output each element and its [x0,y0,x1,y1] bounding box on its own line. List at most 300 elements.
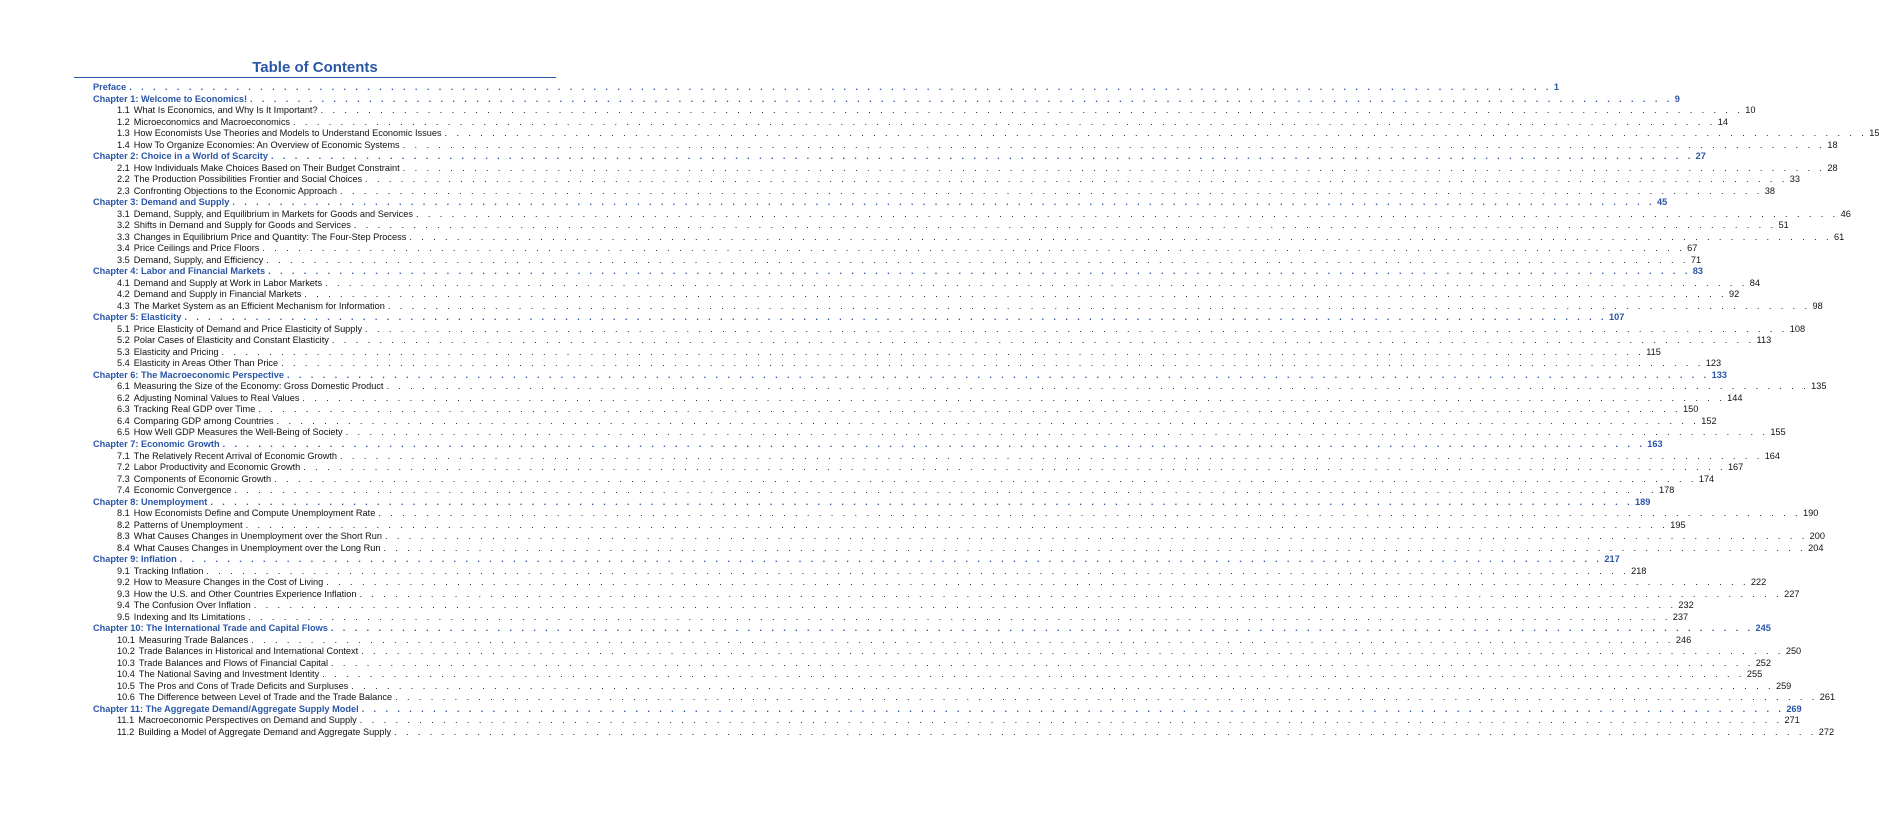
toc-entry-label: Elasticity in Areas Other Than Price [133,358,279,369]
toc-entry-label: Chapter 5: Elasticity [93,312,182,323]
toc-section-row[interactable] [93,231,1845,244]
toc-page-number: 255 [1746,669,1763,680]
dot-leader: . . . . . . . . . . . . . . . . . . . . . . . . . . . . . . . . . . . . . . . . . . . . . . . . . . . . . . . . . . . . . . . . . . . . . . . . . . . . . . . . . . . . . . . . . . . . . . . . . . . . . . . . . . . . . . . . . . . . . . . . [248,611,1671,622]
toc-section-row[interactable] [93,531,1825,543]
toc-section-number: 7.3 [117,473,130,484]
toc-chapter-row[interactable] [93,438,1663,451]
toc-section-number: 1.3 [117,128,130,139]
dot-leader: . . . . . . . . . . . . . . . . . . . . . . . . . . . . . . . . . . . . . . . . . . . . . . . . . . . . . . . . . . . . . . . . . . . . . . . . . . . . . . . . . . . . . . . . . . . . . . . . . . . . . . . . . . . . . . . . . . . . . . . . [326,577,1749,588]
toc-page-number: 107 [1609,312,1625,323]
toc-page-number: 217 [1604,554,1620,565]
toc-entry-title [93,266,268,278]
toc-page-number: 150 [1682,404,1699,415]
toc-entry-title [117,543,383,555]
toc-section-number: 10.4 [117,669,135,680]
toc-page-number: 84 [1749,277,1760,288]
toc-entry-label: The Confusion Over Inflation [133,600,251,611]
toc-section-number: 4.3 [117,300,130,311]
toc-section-row[interactable] [93,358,1722,370]
toc-entry-title [117,358,281,370]
dot-leader: . . . . . . . . . . . . . . . . . . . . . . . . . . . . . . . . . . . . . . . . . . . . . . . . . . . . . . . . . . . . . . . . . . . . . . . . . . . . . . . . . . . . . . . . . . . . . . . . . . . . . . . . . . . . . . . . . . . . . . . . [266,254,1689,265]
toc-entry-title [117,531,385,543]
toc-page-number: 272 [1818,726,1835,737]
toc-entry-label: Building a Model of Aggregate Demand and Aggregate Supply [138,726,392,737]
toc-section-row[interactable] [93,116,1728,129]
toc-entry-title [117,520,246,532]
toc-section-number: 5.4 [117,358,130,369]
toc-chapter-row[interactable] [93,369,1727,382]
toc-section-number: 8.1 [117,508,130,519]
toc-page-number: 200 [1809,531,1825,542]
toc-section-number: 2.2 [117,174,130,185]
toc-entry-label: Chapter 10: The International Trade and Capital Flows [93,623,328,634]
toc-entry-label: The Relatively Recent Arrival of Economic Growth [133,450,338,461]
toc-entry-title [93,439,223,451]
dot-leader: . . . . . . . . . . . . . . . . . . . . . . . . . . . . . . . . . . . . . . . . . . . . . . . . . . . . . . . . . . . . . . . . . . . . . . . . . . . . . . . . . . . . . . . . . . . . . . . . . . . . . . . . . . . . . . . . . . . . . . . . [184,312,1608,323]
toc-section-row[interactable] [93,208,1851,221]
dot-leader: . . . . . . . . . . . . . . . . . . . . . . . . . . . . . . . . . . . . . . . . . . . . . . . . . . . . . . . . . . . . . . . . . . . . . . . . . . . . . . . . . . . . . . . . . . . . . . . . . . . . . . . . . . . . . . . . . . . . . . . . [331,335,1755,346]
toc-page-number: 174 [1698,473,1715,484]
dot-leader: . . . . . . . . . . . . . . . . . . . . . . . . . . . . . . . . . . . . . . . . . . . . . . . . . . . . . . . . . . . . . . . . . . . . . . . . . . . . . . . . . . . . . . . . . . . . . . . . . . . . . . . . . . . . . . . . . . . . . . . . [322,669,1745,680]
toc-page-number: 1 [1553,82,1559,92]
dot-leader: . . . . . . . . . . . . . . . . . . . . . . . . . . . . . . . . . . . . . . . . . . . . . . . . . . . . . . . . . . . . . . . . . . . . . . . . . . . . . . . . . . . . . . . . . . . . . . . . . . . . . . . . . . . . . . . . . . . . . . . . [353,220,1777,231]
toc-entry-label: Chapter 8: Unemployment [93,496,208,507]
toc-entry-label: How To Organize Economies: An Overview of Economic Systems [133,139,400,150]
toc-section-number: 3.1 [117,208,130,219]
dot-leader: . . . . . . . . . . . . . . . . . . . . . . . . . . . . . . . . . . . . . . . . . . . . . . . . . . . . . . . . . . . . . . . . . . . . . . . . . . . . . . . . . . . . . . . . . . . . . . . . . . . . . . . . . . . . . . . . . . . . . . . . [268,266,1691,277]
dot-leader: . . . . . . . . . . . . . . . . . . . . . . . . . . . . . . . . . . . . . . . . . . . . . . . . . . . . . . . . . . . . . . . . . . . . . . . . . . . . . . . . . . . . . . . . . . . . . . . . . . . . . . . . . . . . . . . . . . . . . . . . [351,680,1774,691]
toc-entry-title [117,416,277,428]
toc-section-row[interactable] [93,485,1675,497]
toc-entry-label: The National Saving and Investment Identity [138,669,320,680]
toc-entry-label: Chapter 3: Demand and Supply [93,197,230,208]
toc-section-row[interactable] [93,726,1835,739]
toc-section-row[interactable] [93,254,1702,267]
toc-entry-label: Demand, Supply, and Efficiency [133,254,264,265]
dot-leader: . . . . . . . . . . . . . . . . . . . . . . . . . . . . . . . . . . . . . . . . . . . . . . . . . . . . . . . . . . . . . . . . . . . . . . . . . . . . . . . . . . . . . . . . . . . . . . . . . . . . . . . . . . . . . . . . . . . . . . . . [383,542,1807,553]
toc-entry-title [117,347,222,359]
toc-section-number: 7.1 [117,450,130,461]
dot-leader: . . . . . . . . . . . . . . . . . . . . . . . . . . . . . . . . . . . . . . . . . . . . . . . . . . . . . . . . . . . . . . . . . . . . . . . . . . . . . . . . . . . . . . . . . . . . . . . . . . . . . . . . . . . . . . . . . . . . . . . . [387,300,1811,311]
toc-chapter-row[interactable] [93,703,1802,716]
toc-section-number: 10.5 [117,680,135,691]
toc-entry-label: The Production Possibilities Frontier and Social Choices [133,174,363,185]
toc-section-number: 4.1 [117,277,130,288]
toc-section-row[interactable] [93,346,1661,359]
dot-leader: . . . . . . . . . . . . . . . . . . . . . . . . . . . . . . . . . . . . . . . . . . . . . . . . . . . . . . . . . . . . . . . . . . . . . . . . . . . . . . . . . . . . . . . . . . . . . . . . . . . . . . . . . . . . . . . . . . . . . . . . [270,151,1694,162]
toc-section-number: 9.4 [117,600,130,611]
toc-section-row[interactable] [93,277,1760,290]
toc-section-number: 10.3 [117,657,135,668]
toc-section-row[interactable] [93,300,1823,313]
toc-section-number: 10.1 [117,634,135,645]
dot-leader: . . . . . . . . . . . . . . . . . . . . . . . . . . . . . . . . . . . . . . . . . . . . . . . . . . . . . . . . . . . . . . . . . . . . . . . . . . . . . . . . . . . . . . . . . . . . . . . . . . . . . . . . . . . . . . . . . . . . . . . . [444,128,1868,139]
toc-entry-label: Comparing GDP among Countries [133,415,274,426]
toc-section-row[interactable] [93,404,1699,416]
dot-leader: . . . . . . . . . . . . . . . . . . . . . . . . . . . . . . . . . . . . . . . . . . . . . . . . . . . . . . . . . . . . . . . . . . . . . . . . . . . . . . . . . . . . . . . . . . . . . . . . . . . . . . . . . . . . . . . . . . . . . . . . [359,715,1783,726]
toc-section-number: 8.4 [117,542,130,553]
toc-section-number: 6.4 [117,415,130,426]
toc-entry-label: Demand and Supply in Financial Markets [133,289,302,300]
toc-entry-label: Chapter 9: Inflation [93,554,177,565]
toc-entry-label: How to Measure Changes in the Cost of Living [133,577,324,588]
toc-section-row[interactable] [93,162,1838,175]
toc-section-row[interactable] [93,381,1827,393]
toc-section-row[interactable] [93,600,1694,612]
dot-leader: . . . . . . . . . . . . . . . . . . . . . . . . . . . . . . . . . . . . . . . . . . . . . . . . . . . . . . . . . . . . . . . . . . . . . . . . . . . . . . . . . . . . . . . . . . . . . . . . . . . . . . . . . . . . . . . . . . . . . . . . [378,508,1801,519]
toc-section-number: 1.1 [117,105,130,116]
toc-entry-title [93,312,184,324]
toc-section-number: 5.2 [117,335,130,346]
toc-entry-title [117,462,303,474]
toc-entry-label: Trade Balances and Flows of Financial Capital [138,657,329,668]
toc-chapter-row[interactable] [93,496,1651,509]
toc-entry-title [117,186,340,198]
toc-page-number: 61 [1833,231,1845,242]
dot-leader: . . . . . . . . . . . . . . . . . . . . . . . . . . . . . . . . . . . . . . . . . . . . . . . . . . . . . . . . . . . . . . . . . . . . . . . . . . . . . . . . . . . . . . . . . . . . . . . . . . . . . . . . . . . . . . . . . . . . . . . . [179,554,1603,565]
toc-entry-label: Shifts in Demand and Supply for Goods and Services [133,220,351,231]
toc-section-row[interactable] [93,692,1836,704]
toc-entry-title [117,577,326,589]
toc-entry-title [117,301,388,313]
toc-page-number: 135 [1811,381,1827,392]
toc-section-number: 2.3 [117,185,130,196]
toc-section-row[interactable] [93,450,1781,463]
dot-leader: . . . . . . . . . . . . . . . . . . . . . . . . . . . . . . . . . . . . . . . . . . . . . . . . . . . . . . . . . . . . . . . . . . . . . . . . . . . . . . . . . . . . . . . . . . . . . . . . . . . . . . . . . . . . . . . . . . . . . . . . [325,277,1748,288]
toc-page-number: 232 [1678,600,1694,611]
toc-section-row[interactable] [93,680,1792,693]
dot-leader: . . . . . . . . . . . . . . . . . . . . . . . . . . . . . . . . . . . . . . . . . . . . . . . . . . . . . . . . . . . . . . . . . . . . . . . . . . . . . . . . . . . . . . . . . . . . . . . . . . . . . . . . . . . . . . . . . . . . . . . . [384,531,1808,542]
toc-entry-label: Macroeconomic Perspectives on Demand and Supply [138,715,357,726]
toc-entry-label: How Individuals Make Choices Based on Their Budget Constraint [133,162,400,173]
toc-section-number: 6.2 [117,392,130,403]
toc-entry-title [117,232,409,244]
toc-entry-label: Measuring Trade Balances [138,634,249,645]
toc-page-number: 252 [1755,657,1772,668]
toc-section-row[interactable] [93,715,1800,727]
toc-page-number: 33 [1789,174,1800,185]
toc-section-row[interactable] [93,508,1819,520]
toc-section-number: 3.2 [117,220,130,231]
dot-leader: . . . . . . . . . . . . . . . . . . . . . . . . . . . . . . . . . . . . . . . . . . . . . . . . . . . . . . . . . . . . . . . . . . . . . . . . . . . . . . . . . . . . . . . . . . . . . . . . . . . . . . . . . . . . . . . . . . . . . . . . [340,185,1763,196]
toc-entry-title [93,94,250,106]
dot-leader: . . . . . . . . . . . . . . . . . . . . . . . . . . . . . . . . . . . . . . . . . . . . . . . . . . . . . . . . . . . . . . . . . . . . . . . . . . . . . . . . . . . . . . . . . . . . . . . . . . . . . . . . . . . . . . . . . . . . . . . . [395,692,1818,703]
dot-leader: . . . . . . . . . . . . . . . . . . . . . . . . . . . . . . . . . . . . . . . . . . . . . . . . . . . . . . . . . . . . . . . . . . . . . . . . . . . . . . . . . . . . . . . . . . . . . . . . . . . . . . . . . . . . . . . . . . . . . . . . [365,174,1788,185]
toc-entry-label: What Causes Changes in Unemployment over the Short Run [133,531,382,542]
toc-entry-title [117,255,266,267]
toc-entry-title [93,197,232,209]
toc-page-number: 15 [1869,128,1879,139]
toc-entry-label: Economic Convergence [133,485,232,496]
toc-page-number: 38 [1764,185,1775,196]
toc-section-number: 11.1 [117,715,135,726]
toc-page-number: 218 [1631,565,1647,576]
toc-page-number: 108 [1789,323,1806,334]
toc-section-number: 3.4 [117,243,130,254]
toc-section-row[interactable] [93,611,1689,624]
toc-entry-label: Price Ceilings and Price Floors [133,243,260,254]
toc-page-number: 45 [1656,197,1668,208]
toc-entry-title [117,635,251,647]
toc-section-number: 8.3 [117,531,130,542]
dot-leader: . . . . . . . . . . . . . . . . . . . . . . . . . . . . . . . . . . . . . . . . . . . . . . . . . . . . . . . . . . . . . . . . . . . . . . . . . . . . . . . . . . . . . . . . . . . . . . . . . . . . . . . . . . . . . . . . . . . . . . . . [365,323,1788,334]
toc-chapter-row[interactable] [93,266,1703,278]
toc-section-row[interactable] [93,646,1802,658]
toc-entry-title [93,370,287,382]
toc-section-row[interactable] [93,335,1772,347]
toc-entry-title [117,128,445,140]
toc-page-number: 189 [1635,496,1651,507]
toc-page-number: 259 [1775,680,1792,691]
toc-entry-title [117,209,416,221]
toc-entry-label: Elasticity and Pricing [133,346,219,357]
dot-leader: . . . . . . . . . . . . . . . . . . . . . . . . . . . . . . . . . . . . . . . . . . . . . . . . . . . . . . . . . . . . . . . . . . . . . . . . . . . . . . . . . . . . . . . . . . . . . . . . . . . . . . . . . . . . . . . . . . . . . . . . [330,623,1754,634]
toc-entry-label: Indexing and Its Limitations [133,611,246,622]
toc-entry-label: Microeconomics and Macroeconomics [133,116,291,127]
toc-page-number: 27 [1695,151,1706,162]
toc-entry-title [117,381,386,393]
toc-entry-label: Confronting Objections to the Economic Approach [133,185,338,196]
toc-page-number: 237 [1672,611,1689,622]
toc-page-number: 222 [1750,577,1767,588]
toc-entry-title [117,589,359,601]
toc-entry-label: Trade Balances in Historical and International Context [138,646,359,657]
toc-page-number: 71 [1690,254,1702,265]
toc-section-number: 1.2 [117,116,130,127]
toc-page-number: 269 [1786,703,1802,714]
toc-section-row[interactable] [93,139,1838,152]
dot-leader: . . . . . . . . . . . . . . . . . . . . . . . . . . . . . . . . . . . . . . . . . . . . . . . . . . . . . . . . . . . . . . . . . . . . . . . . . . . . . . . . . . . . . . . . . . . . . . . . . . . . . . . . . . . . . . . . . . . . . . . . [245,519,1669,530]
toc-chapter-row[interactable] [93,93,1680,106]
toc-page-number: 115 [1646,346,1661,357]
toc-entry-title [117,508,378,520]
toc-section-row[interactable] [93,243,1698,255]
toc-entry-title [117,427,346,439]
toc-section-number: 9.3 [117,588,130,599]
toc-entry-label: Changes in Equilibrium Price and Quantity: The Four-Step Process [133,231,407,242]
toc-entry-label: How the U.S. and Other Countries Experience Inflation [133,588,357,599]
toc-section-row[interactable] [93,105,1756,117]
toc-section-row[interactable] [93,427,1786,439]
toc-page-number: 271 [1784,715,1800,726]
toc-page-number: 14 [1717,116,1728,127]
dot-leader: . . . . . . . . . . . . . . . . . . . . . . . . . . . . . . . . . . . . . . . . . . . . . . . . . . . . . . . . . . . . . . . . . . . . . . . . . . . . . . . . . . . . . . . . . . . . . . . . . . . . . . . . . . . . . . . . . . . . . . . . [402,139,1826,150]
toc-page-number: 10 [1745,105,1756,116]
toc-entry-label: Chapter 1: Welcome to Economics! [93,93,248,104]
toc-entry-label: The Pros and Cons of Trade Deficits and Surpluses [138,680,349,691]
toc-section-number: 6.1 [117,381,130,392]
toc-entry-label: What Causes Changes in Unemployment over the Long Run [133,542,381,553]
toc-section-row[interactable] [93,657,1772,670]
dot-leader: . . . . . . . . . . . . . . . . . . . . . . . . . . . . . . . . . . . . . . . . . . . . . . . . . . . . . . . . . . . . . . . . . . . . . . . . . . . . . . . . . . . . . . . . . . . . . . . . . . . . . . . . . . . . . . . . . . . . . . . . [303,462,1726,473]
dot-leader: . . . . . . . . . . . . . . . . . . . . . . . . . . . . . . . . . . . . . . . . . . . . . . . . . . . . . . . . . . . . . . . . . . . . . . . . . . . . . . . . . . . . . . . . . . . . . . . . . . . . . . . . . . . . . . . . . . . . . . . . [258,404,1681,415]
toc-entry-title [117,105,321,117]
toc-entry-label: Patterns of Unemployment [133,519,243,530]
dot-leader: . . . . . . . . . . . . . . . . . . . . . . . . . . . . . . . . . . . . . . . . . . . . . . . . . . . . . . . . . . . . . . . . . . . . . . . . . . . . . . . . . . . . . . . . . . . . . . . . . . . . . . . . . . . . . . . . . . . . . . . . [340,450,1763,461]
toc-chapter-row[interactable] [93,312,1625,324]
toc-section-row[interactable] [93,519,1686,532]
toc-page-number: 98 [1812,300,1823,311]
toc-entry-label: Chapter 4: Labor and Financial Markets [93,266,266,277]
toc-entry-title [93,497,210,509]
toc-entry-title [117,289,304,301]
toc-entry-title [117,612,248,624]
toc-entry-title [117,474,274,486]
toc-section-number: 9.5 [117,611,130,622]
toc-entry-label: Adjusting Nominal Values to Real Values [133,392,300,403]
dot-leader: . . . . . . . . . . . . . . . . . . . . . . . . . . . . . . . . . . . . . . . . . . . . . . . . . . . . . . . . . . . . . . . . . . . . . . . . . . . . . . . . . . . . . . . . . . . . . . . . . . . . . . . . . . . . . . . . . . . . . . . . [320,105,1744,116]
toc-entry-label: Measuring the Size of the Economy: Gross Domestic Product [133,381,384,392]
toc-entry-title [117,485,234,497]
toc-section-row[interactable] [93,473,1715,486]
toc-entry-title [117,174,365,186]
toc-page-number: 167 [1727,462,1744,473]
toc-page-number: 195 [1670,519,1686,530]
toc-section-number: 6.5 [117,427,130,438]
toc-entry-title [117,658,331,670]
toc-section-row[interactable] [93,185,1775,198]
dot-leader: . . . . . . . . . . . . . . . . . . . . . . . . . . . . . . . . . . . . . . . . . . . . . . . . . . . . . . . . . . . . . . . . . . . . . . . . . . . . . . . . . . . . . . . . . . . . . . . . . . . . . . . . . . . . . . . . . . . . . . . . [250,93,1673,104]
toc-entry-label: Demand and Supply at Work in Labor Markets [133,277,323,288]
dot-leader: . . . . . . . . . . . . . . . . . . . . . . . . . . . . . . . . . . . . . . . . . . . . . . . . . . . . . . . . . . . . . . . . . . . . . . . . . . . . . . . . . . . . . . . . . . . . . . . . . . . . . . . . . . . . . . . . . . . . . . . . [415,208,1839,219]
toc-section-row[interactable] [93,415,1717,428]
toc-entry-label: Chapter 7: Economic Growth [93,438,220,449]
toc-entry-title [117,681,351,693]
toc-page-number: 83 [1692,266,1703,277]
toc-entry-title [117,335,332,347]
toc-entry-title [117,117,293,129]
table-of-contents [93,82,1879,738]
toc-page-number: 261 [1819,692,1836,703]
toc-section-row[interactable] [93,588,1800,601]
toc-section-row[interactable] [93,220,1789,232]
toc-section-number: 7.2 [117,462,130,473]
toc-section-number: 9.1 [117,565,130,576]
toc-entry-title [117,220,354,232]
toc-entry-label: Components of Economic Growth [133,473,272,484]
toc-section-number: 6.3 [117,404,130,415]
toc-page-number: 113 [1756,335,1772,346]
page-title: Table of Contents [252,59,378,76]
toc-page-number: 190 [1803,508,1819,519]
dot-leader: . . . . . . . . . . . . . . . . . . . . . . . . . . . . . . . . . . . . . . . . . . . . . . . . . . . . . . . . . . . . . . . . . . . . . . . . . . . . . . . . . . . . . . . . . . . . . . . . . . . . . . . . . . . . . . . . . . . . . . . . [276,415,1700,426]
toc-entry-label: Price Elasticity of Demand and Price Elasticity of Supply [133,323,363,334]
toc-entry-title [117,140,403,152]
toc-section-row[interactable] [93,289,1740,301]
toc-chapter-row[interactable] [93,554,1620,566]
dot-leader: . . . . . . . . . . . . . . . . . . . . . . . . . . . . . . . . . . . . . . . . . . . . . . . . . . . . . . . . . . . . . . . . . . . . . . . . . . . . . . . . . . . . . . . . . . . . . . . . . . . . . . . . . . . . . . . . . . . . . . . . [251,634,1674,645]
toc-page-number: 46 [1840,208,1851,219]
toc-section-row[interactable] [93,128,1879,140]
toc-entry-label: Chapter 6: The Macroeconomic Perspective [93,369,284,380]
toc-section-number: 2.1 [117,162,130,173]
toc-section-number: 4.2 [117,289,130,300]
toc-entry-title [117,243,262,255]
toc-section-row[interactable] [93,565,1647,578]
toc-page-number: 250 [1785,646,1802,657]
toc-page-number: 51 [1778,220,1789,231]
toc-entry-title [117,692,395,704]
dot-leader: . . . . . . . . . . . . . . . . . . . . . . . . . . . . . . . . . . . . . . . . . . . . . . . . . . . . . . . . . . . . . . . . . . . . . . . . . . . . . . . . . . . . . . . . . . . . . . . . . . . . . . . . . . . . . . . . . . . . . . . . [386,381,1810,392]
toc-entry-title [93,623,331,635]
toc-section-number: 5.3 [117,346,130,357]
toc-entry-title [93,554,180,566]
toc-section-row[interactable] [93,462,1744,474]
toc-section-number: 5.1 [117,323,130,334]
toc-entry-label: Chapter 2: Choice in a World of Scarcity [93,151,268,162]
dot-leader: . . . . . . . . . . . . . . . . . . . . . . . . . . . . . . . . . . . . . . . . . . . . . . . . . . . . . . . . . . . . . . . . . . . . . . . . . . . . . . . . . . . . . . . . . . . . . . . . . . . . . . . . . . . . . . . . . . . . . . . . [222,438,1646,449]
dot-leader: . . . . . . . . . . . . . . . . . . . . . . . . . . . . . . . . . . . . . . . . . . . . . . . . . . . . . . . . . . . . . . . . . . . . . . . . . . . . . . . . . . . . . . . . . . . . . . . . . . . . . . . . . . . . . . . . . . . . . . . . [361,646,1784,657]
toc-entry-title [117,669,322,681]
toc-section-number: 8.2 [117,519,130,530]
toc-entry-title [117,393,302,405]
toc-entry-label: How Economists Use Theories and Models to Understand Economic Issues [133,128,442,139]
toc-page-number: 67 [1687,243,1698,254]
toc-entry-title [117,404,258,416]
toc-page-number: 28 [1827,162,1838,173]
dot-leader: . . . . . . . . . . . . . . . . . . . . . . . . . . . . . . . . . . . . . . . . . . . . . . . . . . . . . . . . . . . . . . . . . . . . . . . . . . . . . . . . . . . . . . . . . . . . . . . . . . . . . . . . . . . . . . . . . . . . . . . . [274,473,1697,484]
toc-section-row[interactable] [93,669,1763,681]
dot-leader: . . . . . . . . . . . . . . . . . . . . . . . . . . . . . . . . . . . . . . . . . . . . . . . . . . . . . . . . . . . . . . . . . . . . . . . . . . . . . . . . . . . . . . . . . . . . . . . . . . . . . . . . . . . . . . . . . . . . . . . . [331,657,1754,668]
toc-page-number: 178 [1659,485,1675,496]
toc-chapter-row[interactable] [93,151,1706,163]
toc-page-number: 245 [1755,623,1771,634]
toc-chapter-row[interactable] [93,197,1668,209]
toc-section-row[interactable] [93,392,1743,405]
toc-entry-label: The Difference between Level of Trade and the Trade Balance [138,692,393,703]
dot-leader: . . . . . . . . . . . . . . . . . . . . . . . . . . . . . . . . . . . . . . . . . . . . . . . . . . . . . . . . . . . . . . . . . . . . . . . . . . . . . . . . . . . . . . . . . . . . . . . . . . . . . . . . . . . . . . . . . . . . . . . . [129,82,1552,92]
toc-entry-title [93,82,129,94]
toc-page-number: 163 [1647,438,1663,449]
toc-entry-label: The Market System as an Efficient Mechanism for Information [133,300,385,311]
toc-entry-label: How Well GDP Measures the Well-Being of Society [133,427,343,438]
toc-section-row[interactable] [93,542,1824,555]
toc-section-number: 3.5 [117,254,130,265]
dot-leader: . . . . . . . . . . . . . . . . . . . . . . . . . . . . . . . . . . . . . . . . . . . . . . . . . . . . . . . . . . . . . . . . . . . . . . . . . . . . . . . . . . . . . . . . . . . . . . . . . . . . . . . . . . . . . . . . . . . . . . . . [281,358,1704,369]
toc-section-row[interactable] [93,577,1767,589]
dot-leader: . . . . . . . . . . . . . . . . . . . . . . . . . . . . . . . . . . . . . . . . . . . . . . . . . . . . . . . . . . . . . . . . . . . . . . . . . . . . . . . . . . . . . . . . . . . . . . . . . . . . . . . . . . . . . . . . . . . . . . . . [286,369,1710,380]
dot-leader: . . . . . . . . . . . . . . . . . . . . . . . . . . . . . . . . . . . . . . . . . . . . . . . . . . . . . . . . . . . . . . . . . . . . . . . . . . . . . . . . . . . . . . . . . . . . . . . . . . . . . . . . . . . . . . . . . . . . . . . . [210,496,1634,507]
dot-leader: . . . . . . . . . . . . . . . . . . . . . . . . . . . . . . . . . . . . . . . . . . . . . . . . . . . . . . . . . . . . . . . . . . . . . . . . . . . . . . . . . . . . . . . . . . . . . . . . . . . . . . . . . . . . . . . . . . . . . . . . [234,485,1657,496]
dot-leader: . . . . . . . . . . . . . . . . . . . . . . . . . . . . . . . . . . . . . . . . . . . . . . . . . . . . . . . . . . . . . . . . . . . . . . . . . . . . . . . . . . . . . . . . . . . . . . . . . . . . . . . . . . . . . . . . . . . . . . . . [253,600,1677,611]
toc-section-row[interactable] [93,323,1806,336]
toc-entry-title [93,704,362,716]
dot-leader: . . . . . . . . . . . . . . . . . . . . . . . . . . . . . . . . . . . . . . . . . . . . . . . . . . . . . . . . . . . . . . . . . . . . . . . . . . . . . . . . . . . . . . . . . . . . . . . . . . . . . . . . . . . . . . . . . . . . . . . . [359,588,1783,599]
toc-page-number: 155 [1770,427,1786,438]
toc-page-number: 9 [1674,93,1680,104]
title-underline [74,77,556,78]
toc-section-row[interactable] [93,174,1800,186]
toc-page-number: 246 [1675,634,1692,645]
toc-chapter-row[interactable] [93,82,1559,94]
toc-entry-label: Demand, Supply, and Equilibrium in Markets for Goods and Services [133,208,413,219]
toc-entry-label: How Economists Define and Compute Unemployment Rate [133,508,376,519]
toc-entry-label: Tracking Real GDP over Time [133,404,256,415]
toc-section-number: 11.2 [117,726,135,737]
dot-leader: . . . . . . . . . . . . . . . . . . . . . . . . . . . . . . . . . . . . . . . . . . . . . . . . . . . . . . . . . . . . . . . . . . . . . . . . . . . . . . . . . . . . . . . . . . . . . . . . . . . . . . . . . . . . . . . . . . . . . . . . [361,703,1785,714]
toc-section-number: 3.3 [117,231,130,242]
toc-chapter-row[interactable] [93,623,1771,635]
dot-leader: . . . . . . . . . . . . . . . . . . . . . . . . . . . . . . . . . . . . . . . . . . . . . . . . . . . . . . . . . . . . . . . . . . . . . . . . . . . . . . . . . . . . . . . . . . . . . . . . . . . . . . . . . . . . . . . . . . . . . . . . [293,116,1716,127]
dot-leader: . . . . . . . . . . . . . . . . . . . . . . . . . . . . . . . . . . . . . . . . . . . . . . . . . . . . . . . . . . . . . . . . . . . . . . . . . . . . . . . . . . . . . . . . . . . . . . . . . . . . . . . . . . . . . . . . . . . . . . . . [206,565,1630,576]
toc-page-number: 227 [1784,588,1800,599]
toc-entry-label: Labor Productivity and Economic Growth [133,462,301,473]
toc-entry-label: Tracking Inflation [133,565,204,576]
dot-leader: . . . . . . . . . . . . . . . . . . . . . . . . . . . . . . . . . . . . . . . . . . . . . . . . . . . . . . . . . . . . . . . . . . . . . . . . . . . . . . . . . . . . . . . . . . . . . . . . . . . . . . . . . . . . . . . . . . . . . . . . [232,197,1655,208]
toc-entry-title [117,646,361,658]
toc-page-number: 164 [1764,450,1781,461]
toc-section-row[interactable] [93,634,1692,647]
